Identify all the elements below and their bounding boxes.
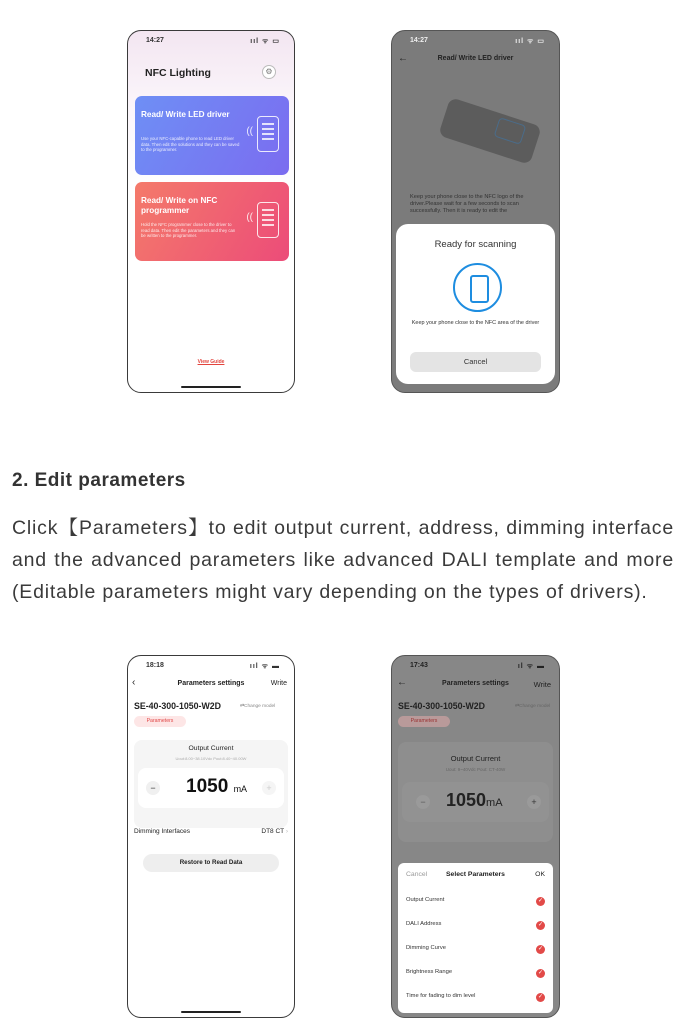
- change-model-link[interactable]: ⇄Change model: [515, 704, 551, 709]
- status-icons: ııl ᯤ ▭: [515, 38, 545, 45]
- status-icons: ııl ᯤ ▬: [249, 663, 280, 670]
- status-time: 14:27: [146, 37, 164, 44]
- screen-title: Read/ Write LED driver: [437, 55, 514, 62]
- status-bar: [128, 662, 294, 674]
- output-current-range: Uout:8.00~38.10Vdc Pout:8.40~40.00W: [175, 756, 247, 761]
- status-time: 17:43: [410, 662, 428, 669]
- write-button[interactable]: Write: [533, 680, 551, 689]
- back-arrow-icon[interactable]: ←: [397, 677, 407, 688]
- current-unit: mA: [486, 797, 503, 809]
- cancel-button[interactable]: Cancel: [410, 352, 541, 372]
- back-chevron-icon[interactable]: ‹: [132, 677, 136, 688]
- sheet-header: [398, 871, 553, 883]
- sheet-title: Select Parameters: [446, 871, 505, 878]
- increment-button[interactable]: +: [262, 781, 276, 795]
- phone-scan-icon: [453, 263, 502, 312]
- current-value-display[interactable]: [446, 790, 503, 811]
- back-arrow-icon[interactable]: ←: [398, 53, 408, 64]
- dimming-value: DT8 CT ›: [261, 828, 288, 835]
- card-description: Hold the NFC programmer close to the driver to read data. Then edit the parameters and they can be written to the programmer.: [141, 222, 236, 238]
- screen-title: Parameters settings: [177, 680, 245, 687]
- card-title: Read/ Write on NFC programmer: [141, 196, 218, 215]
- card-title: Read/ Write LED driver: [141, 110, 230, 119]
- sheet-description: Keep your phone close to the NFC area of the driver: [411, 320, 540, 326]
- phone-screenshot-nfc-home: [127, 30, 295, 393]
- output-current-panel: [398, 742, 553, 842]
- home-indicator: [181, 386, 241, 389]
- output-current-panel: [134, 740, 288, 828]
- view-guide-link[interactable]: View Guide: [197, 359, 225, 365]
- output-current-title: Output Current: [450, 754, 501, 763]
- read-write-nfc-programmer-card[interactable]: [135, 182, 289, 261]
- select-parameters-sheet: [398, 863, 553, 1013]
- status-time: 18:18: [146, 662, 164, 669]
- section-paragraph: Click【Parameters】to edit output current, address, dimming interface and the advanced parameters like advanced DALI template and more (Editable parameters might vary depending on the types of drivers).: [12, 517, 674, 603]
- sheet-cancel-button[interactable]: Cancel: [406, 871, 428, 878]
- nfc-wave-icon: ((: [246, 126, 253, 137]
- status-icons: ııl ᯤ ▭: [250, 38, 280, 45]
- home-indicator: [181, 1011, 241, 1014]
- dimming-label: Dimming Interfaces: [134, 828, 190, 835]
- status-bar: [392, 662, 559, 674]
- status-bar: [128, 37, 294, 49]
- sheet-title: Ready for scanning: [434, 239, 517, 250]
- app-title: NFC Lighting: [145, 67, 211, 79]
- screen-title: Parameters settings: [442, 680, 509, 687]
- current-stepper[interactable]: [402, 782, 549, 822]
- option-fade-time[interactable]: Time for fading to dim level ✓: [406, 993, 544, 1000]
- settings-icon[interactable]: ⚙: [262, 65, 276, 79]
- phone-icon: [257, 116, 279, 152]
- scan-hint: Keep your phone close to the NFC logo of the driver.Please wait for a few seconds to scan successfully. Then it is ready to edit the: [410, 194, 524, 214]
- read-write-led-driver-card[interactable]: [135, 96, 289, 175]
- model-name: SE-40-300-1050-W2D: [398, 701, 486, 711]
- programmer-icon: [257, 202, 279, 238]
- option-dimming-curve[interactable]: Dimming Curve ✓: [406, 945, 544, 952]
- check-icon: ✓: [537, 922, 544, 928]
- restore-button[interactable]: Restore to Read Data: [143, 854, 279, 872]
- scan-sheet: [396, 224, 555, 384]
- status-icons: ıl ᯤ ▬: [517, 663, 545, 670]
- card-description: Use your NFC-capable phone to read LED driver data. Then edit the solutions and they can be saved to the programmer.: [141, 136, 240, 152]
- phone-screenshot-parameters: [127, 655, 295, 1018]
- phone-screenshot-scanning: [391, 30, 560, 393]
- option-dali-address[interactable]: DALI Address ✓: [406, 921, 544, 928]
- driver-illustration: [438, 97, 542, 165]
- decrement-button[interactable]: −: [416, 795, 430, 809]
- current-value: 1050: [186, 776, 229, 797]
- current-value: 1050: [446, 790, 487, 810]
- check-icon: ✓: [537, 946, 544, 952]
- nfc-wave-icon: ((: [246, 212, 253, 223]
- tab-parameters[interactable]: Parameters: [398, 716, 450, 727]
- option-output-current[interactable]: Output Current ✓: [406, 897, 544, 904]
- change-model-link[interactable]: ⇄Change model: [240, 704, 276, 709]
- model-name: SE-40-300-1050-W2D: [134, 701, 222, 711]
- current-stepper[interactable]: [138, 768, 284, 808]
- check-icon: ✓: [537, 970, 544, 976]
- decrement-button[interactable]: −: [146, 781, 160, 795]
- section-heading: 2. Edit parameters: [12, 470, 186, 491]
- option-brightness-range[interactable]: Brightness Range ✓: [406, 969, 544, 976]
- status-bar: [392, 37, 559, 49]
- increment-button[interactable]: +: [527, 795, 541, 809]
- check-icon: ✓: [537, 898, 544, 904]
- write-button[interactable]: Write: [270, 680, 287, 687]
- current-value-display[interactable]: [186, 776, 247, 798]
- tab-parameters[interactable]: Parameters: [134, 716, 186, 727]
- dimming-interfaces-row[interactable]: [134, 828, 288, 840]
- phone-screenshot-select-parameters: [391, 655, 560, 1018]
- sheet-ok-button[interactable]: OK: [535, 871, 545, 878]
- check-icon: ✓: [537, 994, 544, 1000]
- output-current-range: Uout: 9~40Vdc Pout: CT-40W: [445, 767, 506, 772]
- current-unit: mA: [233, 784, 248, 794]
- status-time: 14:27: [410, 37, 428, 44]
- output-current-title: Output Current: [188, 745, 234, 752]
